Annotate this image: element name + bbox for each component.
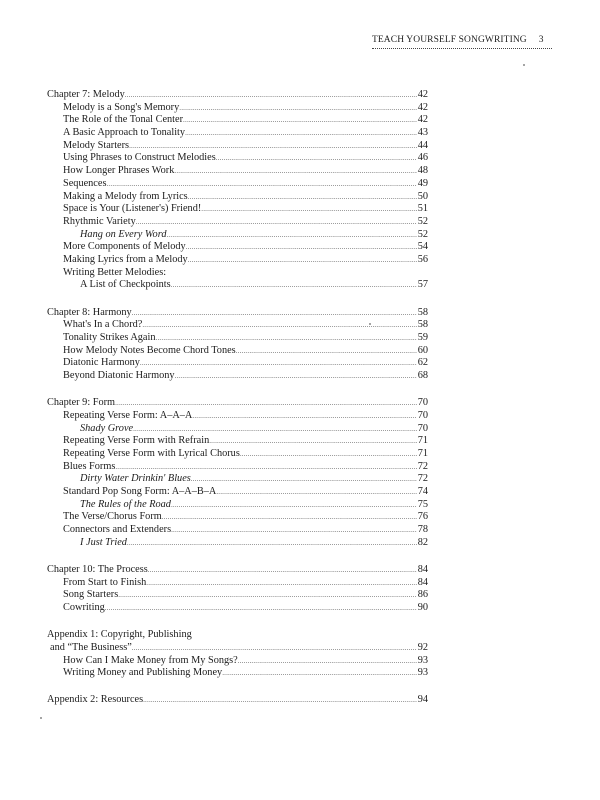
- toc-entry-page: 86: [417, 589, 428, 601]
- toc-entry: [47, 524, 428, 537]
- dot-leader: [175, 370, 417, 383]
- toc-entry-title: Standard Pop Song Form: A–A–B–A: [63, 485, 217, 497]
- toc-entry-title: Cowriting: [63, 601, 105, 613]
- dot-leader: [236, 345, 417, 358]
- toc-entry-title: Writing Better Melodies:: [63, 266, 167, 278]
- toc-entry-page: 82: [417, 536, 428, 548]
- toc-entry: [47, 577, 428, 590]
- toc-entry: [47, 589, 428, 602]
- toc-entry-page: 76: [417, 511, 428, 523]
- toc-entry-page: 71: [417, 435, 428, 447]
- scan-speck: [523, 64, 525, 66]
- toc-entry-title: Repeating Verse Form with Lyrical Chorus: [63, 447, 240, 459]
- toc-entry-title: Repeating Verse Form with Refrain: [63, 435, 210, 447]
- toc-entry-page: 75: [417, 498, 428, 510]
- dot-leader: [209, 435, 416, 448]
- toc-entry-title: Tonality Strikes Again: [63, 331, 156, 343]
- toc-entry: [47, 511, 428, 524]
- toc-entry: [47, 152, 428, 165]
- toc-entry-title: Melody is a Song's Memory: [63, 101, 180, 113]
- toc-entry-page: 48: [417, 165, 428, 177]
- toc-entry: [47, 410, 428, 423]
- toc-entry-page: 46: [417, 152, 428, 164]
- dot-leader: [162, 511, 417, 524]
- dot-leader: [201, 203, 416, 216]
- toc-section-chapter-10: [47, 564, 428, 615]
- toc-chapter-heading: [47, 694, 428, 707]
- toc-entry-title: Repeating Verse Form: A–A–A: [63, 409, 193, 421]
- toc-entry: [47, 254, 428, 267]
- toc-entry-page: 42: [417, 114, 428, 126]
- toc-entry-title: and “The Business”: [50, 641, 132, 653]
- toc-entry-page: 84: [417, 576, 428, 588]
- dot-leader: [183, 114, 417, 127]
- dot-leader: [129, 140, 417, 153]
- dot-leader: [192, 410, 416, 423]
- toc-entry-title: Connectors and Extenders: [63, 524, 172, 535]
- toc-chapter-heading-continued: [47, 642, 428, 655]
- toc-entry-title: Melody Starters: [63, 139, 130, 151]
- toc-entry-title: More Components of Melody: [63, 241, 186, 253]
- toc-entry-title: Appendix 2: Resources: [47, 694, 144, 706]
- toc-entry-page: 94: [417, 694, 428, 706]
- dot-leader: [156, 332, 417, 345]
- toc-entry-page: 51: [417, 203, 428, 215]
- dot-leader: [146, 577, 416, 590]
- toc-entry: [47, 102, 428, 115]
- toc-song-entry: [47, 499, 428, 512]
- toc-section-chapter-8: [47, 307, 428, 383]
- toc-entry-title: From Start to Finish: [63, 576, 147, 588]
- toc-entry: [47, 486, 428, 499]
- toc-entry-title: Blues Forms: [63, 460, 116, 472]
- dot-leader: [171, 499, 417, 512]
- toc-entry: [47, 332, 428, 345]
- dot-leader: [216, 152, 417, 165]
- toc-entry: [47, 448, 428, 461]
- toc-chapter-heading: [47, 564, 428, 577]
- toc-entry-title: Chapter 10: The Process: [47, 563, 148, 575]
- toc-chapter-heading: [47, 629, 428, 642]
- toc-entry: [47, 319, 428, 332]
- dot-leader: [140, 357, 417, 370]
- toc-section-appendix-1: [47, 629, 428, 680]
- toc-section-chapter-9: [47, 397, 428, 549]
- toc-entry-title: Rhythmic Variety: [63, 215, 136, 227]
- toc-chapter-heading: [47, 397, 428, 410]
- dot-leader: [240, 448, 417, 461]
- toc-entry-title: The Rules of the Road: [80, 498, 171, 510]
- toc-entry-title: Using Phrases to Construct Melodies: [63, 152, 216, 164]
- toc-entry: [47, 357, 428, 370]
- toc-entry-page: 52: [417, 228, 428, 240]
- toc-entry: [47, 216, 428, 229]
- toc-entry-page: 78: [417, 524, 428, 535]
- toc-entry: [47, 602, 428, 615]
- toc-entry-page: 72: [417, 473, 428, 485]
- dot-leader: [142, 319, 416, 332]
- toc-entry-title: A List of Checkpoints: [80, 279, 171, 291]
- dot-leader: [115, 397, 417, 410]
- dot-leader: [125, 89, 417, 102]
- toc-entry: [47, 114, 428, 127]
- running-header-page-number: 3: [538, 35, 544, 45]
- dot-leader: [238, 655, 417, 668]
- toc-entry: [47, 267, 428, 280]
- running-header: [372, 35, 552, 45]
- toc-entry-title: Diatonic Harmony: [63, 357, 140, 369]
- toc-entry-page: 62: [417, 357, 428, 369]
- toc-section-chapter-7: [47, 89, 428, 292]
- toc-entry-title: Beyond Diatonic Harmony: [63, 369, 175, 381]
- dot-leader: [166, 229, 416, 242]
- dot-leader: [186, 241, 417, 254]
- dot-leader: [115, 461, 416, 474]
- toc-entry-page: 50: [417, 190, 428, 202]
- toc-entry-page: 70: [417, 422, 428, 434]
- toc-entry-title: Dirty Water Drinkin' Blues: [80, 473, 191, 485]
- toc-entry-page: 54: [417, 241, 428, 253]
- toc-entry-title: Chapter 9: Form: [47, 397, 116, 409]
- table-of-contents: [47, 89, 428, 722]
- running-header-rule: [372, 48, 552, 49]
- toc-entry-page: 52: [417, 215, 428, 227]
- toc-entry-page: 71: [417, 447, 428, 459]
- toc-entry-page: 43: [417, 127, 428, 139]
- dot-leader: [179, 102, 416, 115]
- dot-leader: [216, 486, 416, 499]
- dot-leader: [191, 473, 417, 486]
- toc-entry-page: 59: [417, 331, 428, 343]
- toc-entry: [47, 140, 428, 153]
- toc-entry-page: 93: [417, 667, 428, 679]
- toc-entry: [47, 667, 428, 680]
- toc-entry: [47, 178, 428, 191]
- scan-speck: [40, 717, 42, 719]
- toc-song-entry: [47, 473, 428, 486]
- toc-entry-page: 58: [417, 306, 428, 318]
- running-header-title: TEACH YOURSELF SONGWRITING: [372, 35, 527, 45]
- toc-entry-title: Song Starters: [63, 589, 119, 601]
- toc-entry-page: 58: [417, 319, 428, 331]
- dot-leader: [171, 524, 417, 537]
- dot-leader: [118, 589, 417, 602]
- toc-entry-page: 42: [417, 89, 428, 100]
- toc-entry-page: 84: [417, 563, 428, 575]
- dot-leader: [188, 191, 417, 204]
- toc-entry-page: 56: [417, 253, 428, 265]
- toc-entry-title: I Just Tried: [80, 536, 127, 548]
- dot-leader: [185, 127, 417, 140]
- toc-entry-title: Making Lyrics from a Melody: [63, 253, 188, 265]
- dot-leader: [132, 642, 417, 655]
- toc-entry: [47, 655, 428, 668]
- toc-entry-page: 70: [417, 409, 428, 421]
- toc-song-entry: [47, 423, 428, 436]
- dot-leader: [174, 165, 416, 178]
- toc-entry-title: Appendix 1: Copyright, Publishing: [47, 629, 192, 641]
- dot-leader: [132, 307, 417, 320]
- toc-entry: [47, 461, 428, 474]
- toc-entry-title: Making a Melody from Lyrics: [63, 190, 188, 202]
- toc-entry-page: 92: [417, 641, 428, 653]
- toc-entry-page: 68: [417, 369, 428, 381]
- toc-entry-title: Sequences: [63, 177, 107, 189]
- dot-leader: [106, 178, 416, 191]
- toc-entry-title: Chapter 7: Melody: [47, 89, 125, 100]
- dot-leader: [222, 667, 417, 680]
- dot-leader: [188, 254, 417, 267]
- dot-leader: [105, 602, 417, 615]
- toc-entry: [47, 203, 428, 216]
- toc-entry-page: 44: [417, 139, 428, 151]
- toc-entry-page: 60: [417, 344, 428, 356]
- toc-chapter-heading: [47, 89, 428, 102]
- toc-chapter-heading: [47, 307, 428, 320]
- dot-leader: [148, 564, 417, 577]
- toc-entry: [47, 345, 428, 358]
- toc-entry-title: Chapter 8: Harmony: [47, 306, 132, 318]
- toc-entry-title: Hang on Every Word: [80, 228, 167, 240]
- toc-entry-title: How Melody Notes Become Chord Tones: [63, 344, 236, 356]
- dot-leader: [143, 694, 417, 707]
- toc-entry-page: 90: [417, 601, 428, 613]
- toc-section-appendix-2: [47, 694, 428, 707]
- toc-entry-page: 70: [417, 397, 428, 409]
- toc-entry: [47, 279, 428, 292]
- toc-entry-title: How Longer Phrases Work: [63, 165, 175, 177]
- toc-entry-page: 72: [417, 460, 428, 472]
- toc-entry-page: 49: [417, 177, 428, 189]
- toc-entry: [47, 127, 428, 140]
- toc-entry-title: The Verse/Chorus Form: [63, 511, 162, 523]
- dot-leader: [127, 537, 417, 550]
- toc-entry-title: How Can I Make Money from My Songs?: [63, 654, 238, 666]
- dot-leader: [136, 216, 417, 229]
- dot-leader: [133, 423, 417, 436]
- toc-entry-title: The Role of the Tonal Center: [63, 114, 184, 126]
- toc-entry-title: A Basic Approach to Tonality: [63, 127, 186, 139]
- toc-entry-page: 93: [417, 654, 428, 666]
- toc-song-entry: [47, 537, 428, 550]
- toc-entry-title: Space is Your (Listener's) Friend!: [63, 203, 202, 215]
- toc-entry: [47, 241, 428, 254]
- toc-song-entry: [47, 229, 428, 242]
- toc-entry-page: 74: [417, 485, 428, 497]
- toc-entry-page: 42: [417, 101, 428, 113]
- toc-entry-title: What's In a Chord?: [63, 319, 143, 331]
- toc-entry: [47, 435, 428, 448]
- scan-speck: [369, 323, 371, 325]
- toc-entry: [47, 165, 428, 178]
- toc-entry-title: Writing Money and Publishing Money: [63, 667, 223, 679]
- toc-entry: [47, 191, 428, 204]
- toc-entry-title: Shady Grove: [80, 422, 134, 434]
- toc-entry: [47, 370, 428, 383]
- toc-entry-page: 57: [417, 279, 428, 291]
- dot-leader: [171, 279, 417, 292]
